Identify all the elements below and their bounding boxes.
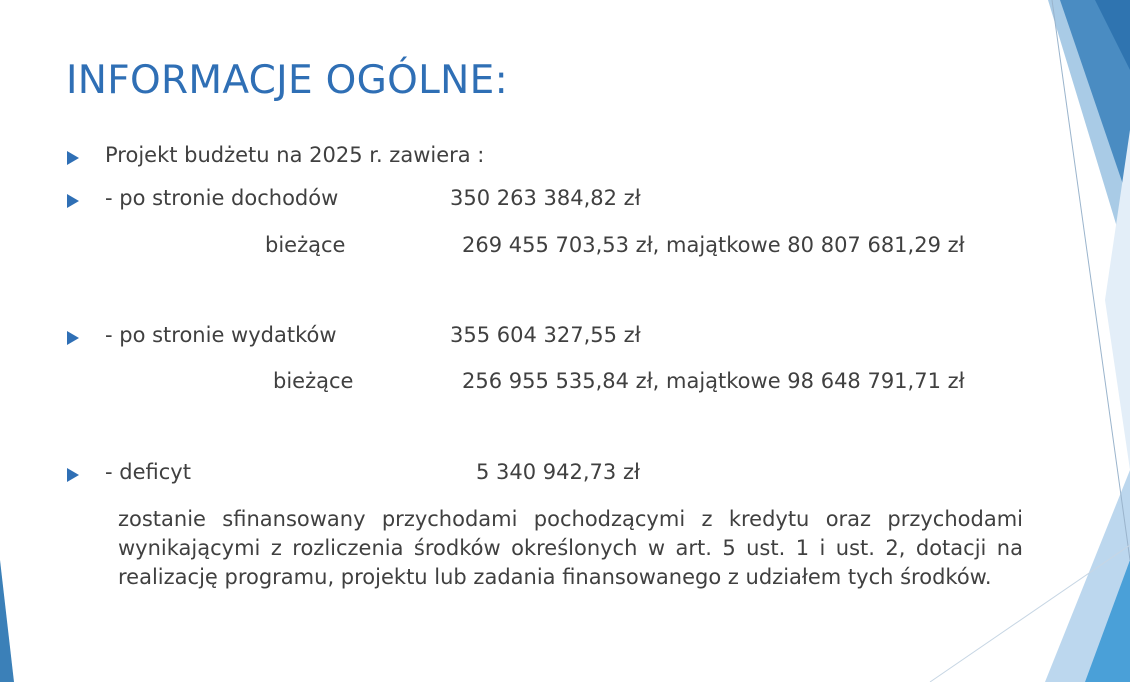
- deficit-description: zostanie sfinansowany przychodami pochodzącymi z kredytu oraz przychodami wynikającymi z rozliczenia środków określonych w art. 5 ust. 1 i ust. 2, dotacji na realizację programu, projektu lub zadania finansowanego z udziałem tych środków.: [118, 507, 1023, 589]
- income-amount: 350 263 384,82 zł: [450, 186, 641, 210]
- expenses-label: - po stronie wydatków: [105, 323, 337, 347]
- bullet-arrow-icon: [67, 331, 79, 345]
- deficit-label: - deficyt: [105, 460, 191, 484]
- intro-text: Projekt budżetu na 2025 r. zawiera :: [105, 143, 485, 167]
- income-current-detail: 269 455 703,53 zł, majątkowe 80 807 681,29 zł: [462, 233, 965, 257]
- income-label: - po stronie dochodów: [105, 186, 339, 210]
- income-current-label: bieżące: [265, 233, 346, 257]
- expenses-current-detail: 256 955 535,84 zł, majątkowe 98 648 791,71 zł: [462, 369, 965, 393]
- expenses-amount: 355 604 327,55 zł: [450, 323, 641, 347]
- bullet-arrow-icon: [67, 468, 79, 482]
- slide-title: INFORMACJE OGÓLNE:: [66, 58, 509, 103]
- expenses-current-label: bieżące: [273, 369, 354, 393]
- bullet-arrow-icon: [67, 194, 79, 208]
- bullet-arrow-icon: [67, 151, 79, 165]
- deficit-amount: 5 340 942,73 zł: [476, 460, 640, 484]
